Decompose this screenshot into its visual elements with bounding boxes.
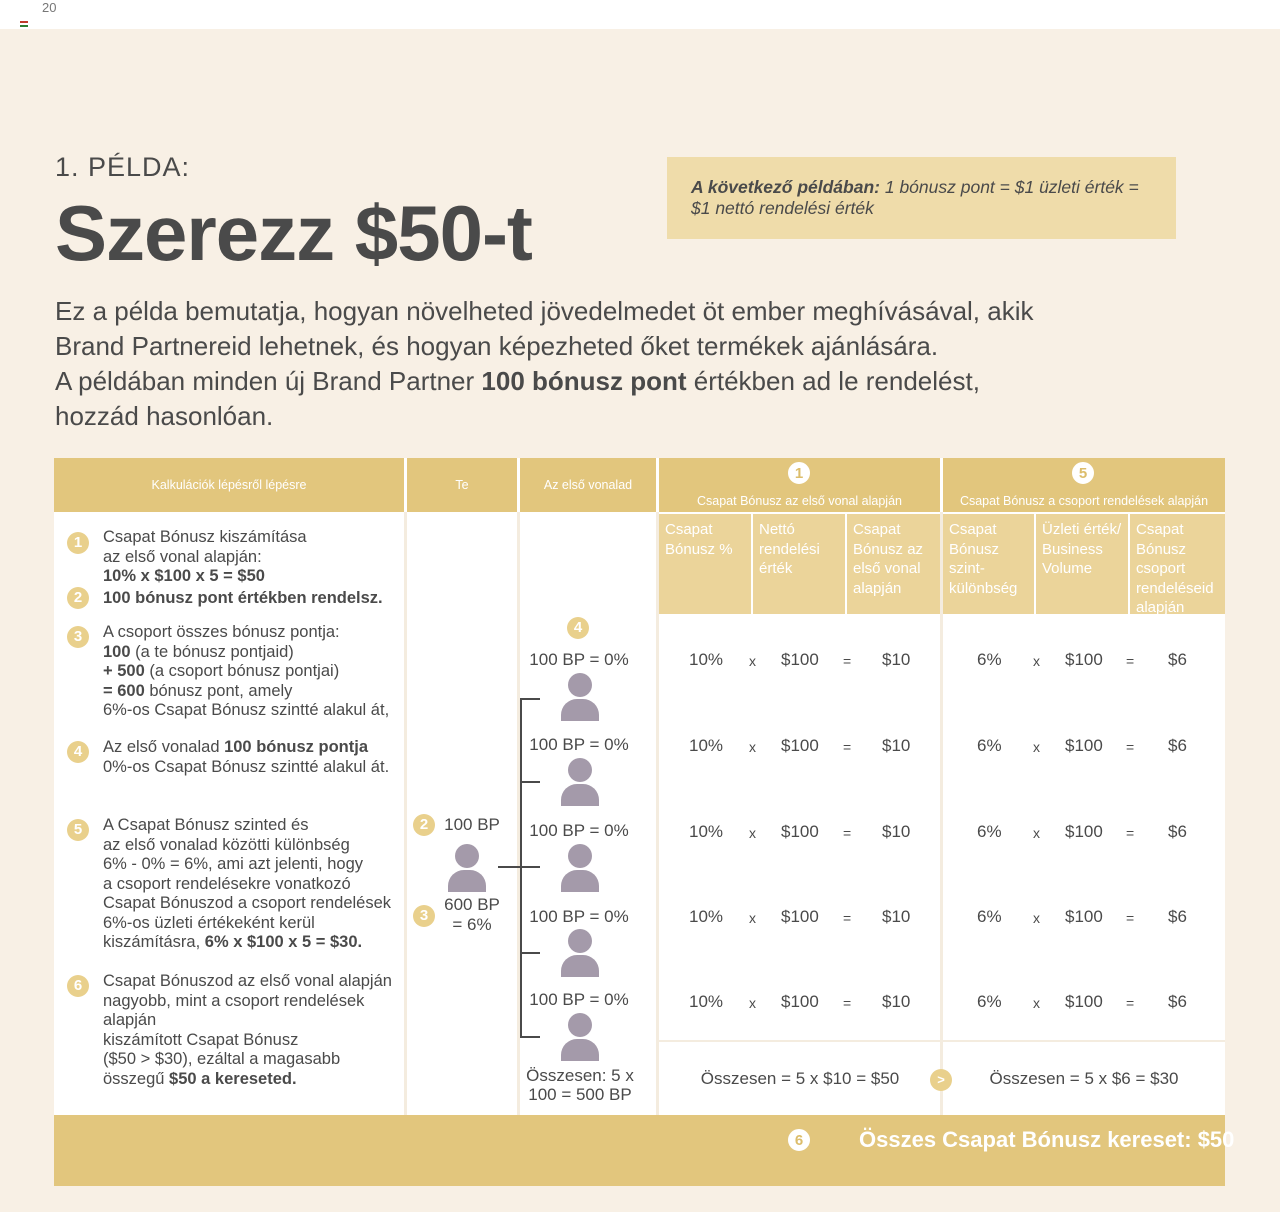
calc-cell-x2: x (1033, 995, 1040, 1011)
calc-cell-eq: = (843, 739, 852, 755)
step-4 (103, 738, 403, 777)
step-3-line: 6%-os Csapat Bónusz szintté alakul át, (103, 701, 390, 719)
calc-cell-pct2: 6% (977, 822, 1002, 841)
step-3-bold: = 600 (103, 681, 145, 700)
intro-line-4: hozzád hasonlóan. (55, 401, 274, 431)
step-3-text: (a csoport bónusz pontjai) (144, 662, 340, 680)
calc-cell-eq2: = (1126, 739, 1135, 755)
calc-cell-pct2: 6% (977, 907, 1002, 926)
step-5-line: A Csapat Bónusz szinted és (103, 816, 309, 834)
calc-cell-eq2: = (1126, 653, 1135, 669)
calc-cell-eq2: = (1126, 995, 1135, 1011)
calc-cell-pct: 10% (689, 907, 724, 926)
calc-cell-val: $100 (781, 992, 819, 1011)
step-number-6: 6 (67, 975, 89, 997)
calc-cell-res: $10 (882, 907, 911, 926)
you-group-pct: = 6% (452, 915, 492, 934)
you-bp: 100 BP (444, 815, 500, 834)
calc-cell-x2: x (1033, 825, 1040, 841)
header-group2 (943, 458, 1225, 512)
header-first-line-label: Az első vonalad (543, 478, 633, 492)
calc-cell-res2: $6 (1168, 992, 1187, 1011)
step-1-line: Csapat Bónusz kiszámítása (103, 528, 307, 546)
calc-cell-pct: 10% (689, 992, 724, 1011)
calc-cell-eq: = (843, 653, 852, 669)
header-you (407, 458, 517, 512)
calc-cell-x2: x (1033, 739, 1040, 755)
page-title: Szerezz $50-t (55, 189, 532, 277)
step-number-1: 1 (67, 532, 89, 554)
calc-cell-res2: $6 (1168, 736, 1187, 755)
calc-cell-x: x (749, 653, 756, 669)
calc-cell-eq: = (843, 995, 852, 1011)
compare-icon: > (930, 1069, 952, 1091)
person-icon (445, 844, 483, 892)
first-line-bp: 100 BP = 0% (529, 907, 629, 926)
step-4-text: Az első vonalad (103, 738, 225, 756)
calc-cell-val2: $100 (1065, 992, 1103, 1011)
first-line-total (520, 1066, 640, 1104)
calc-cell-x2: x (1033, 653, 1040, 669)
header-calc-label: Kalkulációk lépésről lépésre (151, 478, 307, 492)
header-you-label: Te (455, 478, 469, 492)
sub-header-5: Üzleti érték/ Business Volume (1036, 514, 1128, 614)
sub-header-1: Csapat Bónusz % (659, 514, 751, 614)
step-6-line: Csapat Bónuszod az első vonal alapján (103, 972, 392, 990)
calc-cell-res: $10 (882, 650, 911, 669)
step-6-bold: $50 a kereseted. (169, 1069, 297, 1088)
first-line-bp: 100 BP = 0% (529, 650, 629, 669)
first-line-bp: 100 BP = 0% (529, 990, 629, 1009)
step-3-text: bónusz pont, amely (144, 681, 293, 700)
calc-cell-val2: $100 (1065, 822, 1103, 841)
top-bar (0, 0, 1280, 29)
step-1-line: az első vonal alapján: (103, 547, 262, 566)
step-4-bold: 100 bónusz pontja (224, 738, 369, 756)
note-text: 1 bónusz pont = $1 üzleti érték = $1 nettó rendelési érték (691, 177, 1139, 218)
step-6-line: ($50 > $30), ezáltal a magasabb (103, 1050, 341, 1068)
calc-cell-val2: $100 (1065, 907, 1103, 926)
first-line-bp: 100 BP = 0% (529, 821, 629, 840)
you-group (436, 895, 508, 935)
col-divider (404, 512, 407, 1115)
page-number: 20 (42, 0, 57, 15)
step-3-line (103, 682, 403, 702)
intro-line-3c: értékben ad le rendelést, (686, 366, 980, 396)
step-6-line: nagyobb, mint a csoport rendelések (103, 991, 365, 1010)
sub-header-2: Nettó rendelési érték (753, 514, 845, 614)
group2-title: Csapat Bónusz a csoport rendelések alapján (959, 494, 1209, 508)
person-icon (558, 673, 596, 721)
header-group1 (659, 458, 940, 512)
calc-cell-val: $100 (781, 650, 819, 669)
intro-line-1: Ez a példa bemutatja, hogyan növelheted jövedelmedet öt ember meghívásával, akik (55, 296, 1034, 326)
step-3-bold: 100 (103, 642, 131, 661)
step-4-line (103, 738, 403, 758)
step-5-line (103, 933, 403, 953)
calc-cell-eq: = (843, 825, 852, 841)
col-divider (940, 512, 943, 1115)
header-calc (54, 458, 404, 512)
calc-cell-x: x (749, 739, 756, 755)
calc-cell-pct2: 6% (977, 650, 1002, 669)
calc-cell-x2: x (1033, 910, 1040, 926)
step-6-text: összegű (103, 1069, 170, 1088)
intro-line-3 (55, 364, 1215, 399)
calc-cell-eq: = (843, 910, 852, 926)
calc-cell-pct2: 6% (977, 736, 1002, 755)
calc-cell-x: x (749, 910, 756, 926)
you-number-2: 2 (413, 814, 435, 836)
you-number-3: 3 (413, 905, 435, 927)
calc-cell-eq2: = (1126, 825, 1135, 841)
intro-text (55, 294, 1215, 434)
connector-line (520, 781, 540, 783)
calc-cell-res: $10 (882, 992, 911, 1011)
person-icon (558, 1013, 596, 1061)
step-3-line (103, 662, 403, 682)
calc-cell-val: $100 (781, 736, 819, 755)
step-5-line: a csoport rendelésekre vonatkozó (103, 874, 351, 893)
step-3-line (103, 643, 403, 663)
step-number-2: 2 (67, 587, 89, 609)
first-line-bp: 100 BP = 0% (529, 735, 629, 754)
total-first-line: Összesen = 5 x $10 = $50 (700, 1069, 900, 1088)
step-5-line: Csapat Bónuszod a csoport rendelések (103, 894, 392, 912)
calc-cell-res2: $6 (1168, 907, 1187, 926)
total-group: Összesen = 5 x $6 = $30 (989, 1069, 1179, 1088)
calc-cell-val: $100 (781, 907, 819, 926)
calc-cell-val2: $100 (1065, 736, 1103, 755)
connector-line (520, 952, 540, 954)
person-icon (558, 758, 596, 806)
step-5-line: az első vonalad közötti különbség (103, 835, 350, 854)
step-5-line: 6%-os üzleti értékeként kerül (103, 913, 315, 932)
row-divider (659, 1040, 1225, 1042)
first-line-total-1: Összesen: 5 x (526, 1066, 634, 1085)
calc-cell-val: $100 (781, 822, 819, 841)
step-3-line: A csoport összes bónusz pontja: (103, 623, 340, 641)
note-box (667, 157, 1176, 239)
group1-title: Csapat Bónusz az első vonal alapján (697, 494, 902, 508)
step-6-line: alapján (103, 1011, 157, 1029)
calc-cell-val2: $100 (1065, 650, 1103, 669)
first-line-number-4: 4 (567, 617, 589, 639)
step-number-5: 5 (67, 819, 89, 841)
col-divider (656, 512, 659, 1115)
person-icon (558, 844, 596, 892)
sub-header-3: Csapat Bónusz az első vonal alapján (847, 514, 940, 614)
header-first-line (520, 458, 656, 512)
footer-number: 6 (788, 1129, 810, 1151)
calc-cell-pct: 10% (689, 736, 724, 755)
calc-cell-pct2: 6% (977, 992, 1002, 1011)
step-6 (103, 972, 403, 1089)
step-3 (103, 623, 403, 721)
person-icon (558, 929, 596, 977)
step-5 (103, 816, 403, 953)
calc-cell-res2: $6 (1168, 822, 1187, 841)
step-1 (103, 528, 403, 587)
sub-header-4: Csapat Bónusz szint-különbség (943, 514, 1034, 614)
calc-cell-x: x (749, 995, 756, 1011)
step-number-3: 3 (67, 626, 89, 648)
intro-line-2: Brand Partnereid lehetnek, és hogyan képezheted őket termékek ajánlására. (55, 331, 939, 361)
intro-line-3a: A példában minden új Brand Partner (55, 366, 482, 396)
step-4-line: 0%-os Csapat Bónusz szintté alakul át. (103, 757, 390, 776)
flag-icon (20, 21, 28, 27)
calc-cell-res: $10 (882, 822, 911, 841)
step-5-text: kiszámításra, (103, 933, 205, 951)
calc-cell-x: x (749, 825, 756, 841)
connector-line (520, 866, 540, 868)
sub-header-6: Csapat Bónusz csoport rendeléseid alapján (1130, 514, 1225, 614)
first-line-total-2: 100 = 500 BP (528, 1085, 632, 1104)
calc-cell-eq2: = (1126, 910, 1135, 926)
connector-line (498, 866, 520, 868)
step-3-text: (a te bónusz pontjaid) (130, 642, 294, 661)
footer-total: Összes Csapat Bónusz kereset: $50 (859, 1127, 1235, 1152)
step-number-4: 4 (67, 741, 89, 763)
step-5-line: 6% - 0% = 6%, ami azt jelenti, hogy (103, 855, 364, 873)
step-1-formula: 10% x $100 x 5 = $50 (103, 567, 265, 585)
calc-cell-res: $10 (882, 736, 911, 755)
you-group-bp: 600 BP (444, 895, 500, 914)
step-5-bold: 6% x $100 x 5 = $30. (204, 933, 363, 951)
calc-cell-res2: $6 (1168, 650, 1187, 669)
step-6-line (103, 1070, 403, 1090)
note-bold: A következő példában: (691, 177, 880, 197)
intro-line-3b: 100 bónusz pont (481, 366, 687, 396)
group2-number: 5 (1072, 462, 1094, 484)
calc-cell-pct: 10% (689, 650, 724, 669)
step-2-text: 100 bónusz pont értékben rendelsz. (103, 589, 383, 607)
step-6-line: kiszámított Csapat Bónusz (103, 1030, 299, 1049)
group1-number: 1 (788, 462, 810, 484)
example-label: 1. PÉLDA: (55, 152, 191, 182)
calc-cell-pct: 10% (689, 822, 724, 841)
step-3-bold: + 500 (103, 662, 145, 680)
step-2 (103, 589, 403, 609)
